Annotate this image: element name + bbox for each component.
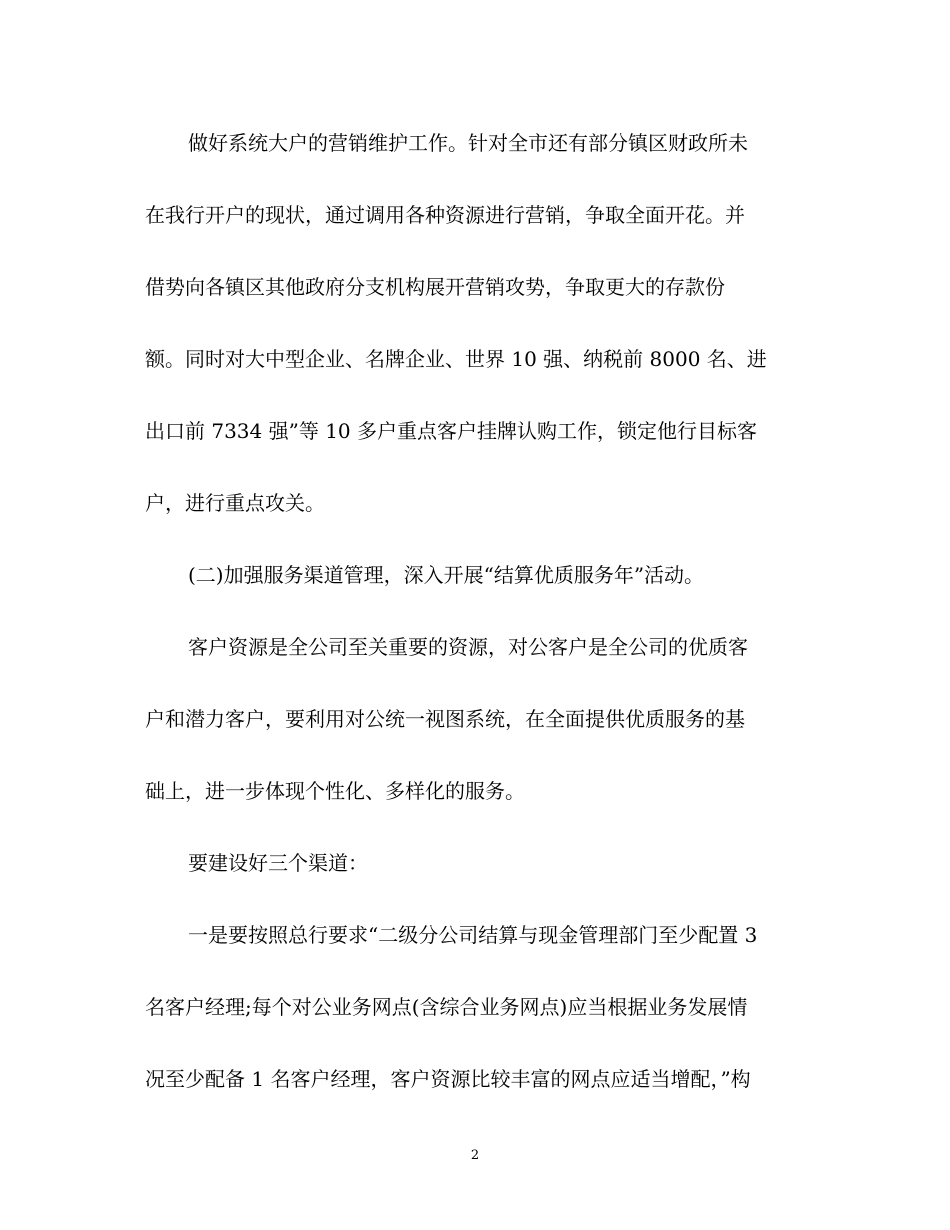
paragraph-line: 户，进行重点攻关。 [145, 491, 325, 515]
paragraph-line: 础上，进一步体现个性化、多样化的服务。 [145, 779, 525, 803]
paragraph-line: 一是要按照总行要求“二级分公司结算与现金管理部门至少配置 3 [188, 923, 758, 947]
paragraph-line: 在我行开户的现状，通过调用各种资源进行营销，争取全面开花。并 [145, 203, 745, 227]
paragraph-line: 做好系统大户的营销维护工作。针对全市还有部分镇区财政所未 [188, 131, 748, 155]
paragraph-line: 名客户经理;每个对公业务网点(含综合业务网点)应当根据业务发展情 [145, 995, 748, 1019]
paragraph-line: 况至少配备 1 名客户经理，客户资源比较丰富的网点应适当增配，”构 [145, 1067, 751, 1091]
paragraph-line: 出口前 7334 强”等 10 多户重点客户挂牌认购工作，锁定他行目标客 [145, 419, 758, 443]
paragraph-line: 客户资源是全公司至关重要的资源，对公客户是全公司的优质客 [188, 635, 748, 659]
paragraph-line: 借势向各镇区其他政府分支机构展开营销攻势，争取更大的存款份 [145, 275, 725, 299]
paragraph-line: 额。同时对大中型企业、名牌企业、世界 10 强、纳税前 8000 名、进 [145, 347, 767, 371]
paragraph-line: 要建设好三个渠道： [188, 851, 368, 875]
page-number: 2 [470, 1148, 480, 1163]
section-heading: (二)加强服务渠道管理，深入开展“结算优质服务年”活动。 [188, 563, 705, 587]
paragraph-line: 户和潜力客户，要利用对公统一视图系统，在全面提供优质服务的基 [145, 707, 745, 731]
